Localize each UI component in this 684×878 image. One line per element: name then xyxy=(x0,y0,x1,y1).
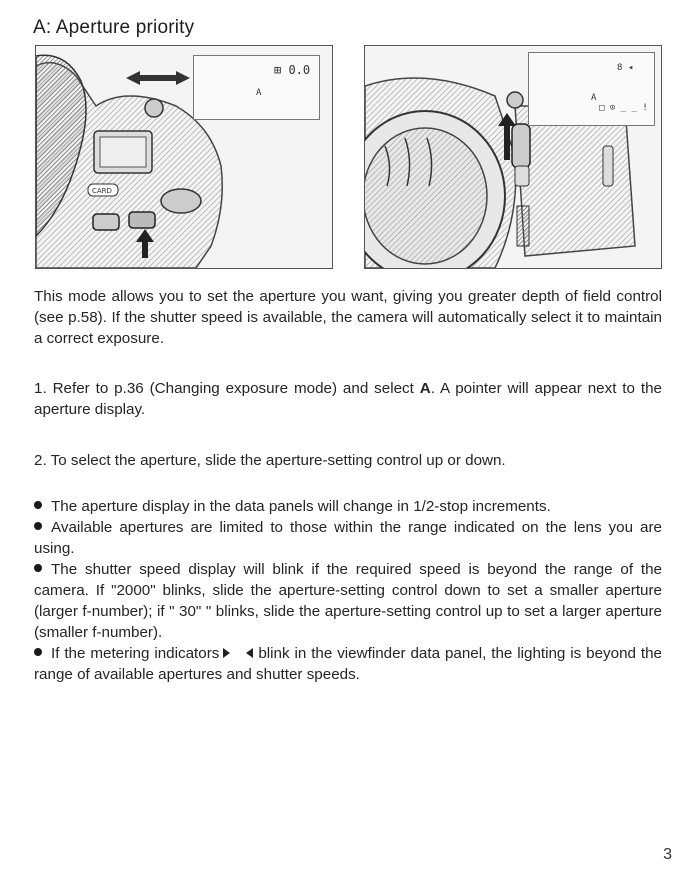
bullet-icon xyxy=(34,648,42,656)
camera-top-illustration xyxy=(35,45,333,269)
notes-list xyxy=(34,496,662,685)
lcd-mode-indicator: A xyxy=(256,88,262,98)
note-item xyxy=(34,517,662,559)
right-pointer-icon xyxy=(223,648,230,658)
note-text: blink in the viewfinder data panel, the lighting is beyond the range of available apertures and shutter speeds. xyxy=(34,645,662,683)
card-label: CARD xyxy=(92,187,112,195)
note-text: The shutter speed display will blink if the required speed is beyond the range of the camera. If "2000" blinks, slide the aperture-setting control down to set a smaller aperture (larger f-number); if " 30" " blinks, slide the aperture-setting control up to set a larger aperture (smaller f-number). xyxy=(34,561,662,641)
camera-side-illustration xyxy=(364,45,662,269)
step-1-mode: A xyxy=(419,380,431,397)
top-data-panel xyxy=(193,55,320,120)
lcd-readout: ⊞ 0.0 xyxy=(274,63,311,77)
page-title: A: Aperture priority xyxy=(33,17,195,38)
intro-paragraph: This mode allows you to set the aperture you want, giving you greater depth of field control (see p.58). If the shutter speed is available, the camera will automatically select it to maintain a correct exposure. xyxy=(34,288,662,347)
side-data-panel xyxy=(528,52,655,126)
lcd-mode-indicator-right: A xyxy=(591,93,597,103)
note-text: Available apertures are limited to those within the range indicated on the lens you are using. xyxy=(34,519,662,557)
step-1 xyxy=(34,378,662,420)
step-2: 2. To select the aperture, slide the aperture-setting control up or down. xyxy=(34,452,506,469)
lcd-top-readout: 8 ◂ xyxy=(617,63,634,73)
step-1-text-before: 1. Refer to p.36 (Changing exposure mode) and select xyxy=(34,380,420,397)
bullet-icon xyxy=(34,564,42,572)
bullet-icon xyxy=(34,522,42,530)
note-text: The aperture display in the data panels will change in 1/2-stop increments. xyxy=(51,498,551,515)
step-1-text-after: . A pointer will appear next to the aperture display. xyxy=(34,380,662,418)
note-text: If the metering indicators xyxy=(51,645,220,662)
note-item xyxy=(34,559,662,643)
bullet-icon xyxy=(34,501,42,509)
note-item xyxy=(34,496,662,517)
note-item xyxy=(34,643,662,685)
page-number: 3 xyxy=(663,846,672,863)
left-pointer-icon xyxy=(246,648,253,658)
lcd-bottom-readout: □ ⊙ _ _ ! xyxy=(599,103,648,113)
